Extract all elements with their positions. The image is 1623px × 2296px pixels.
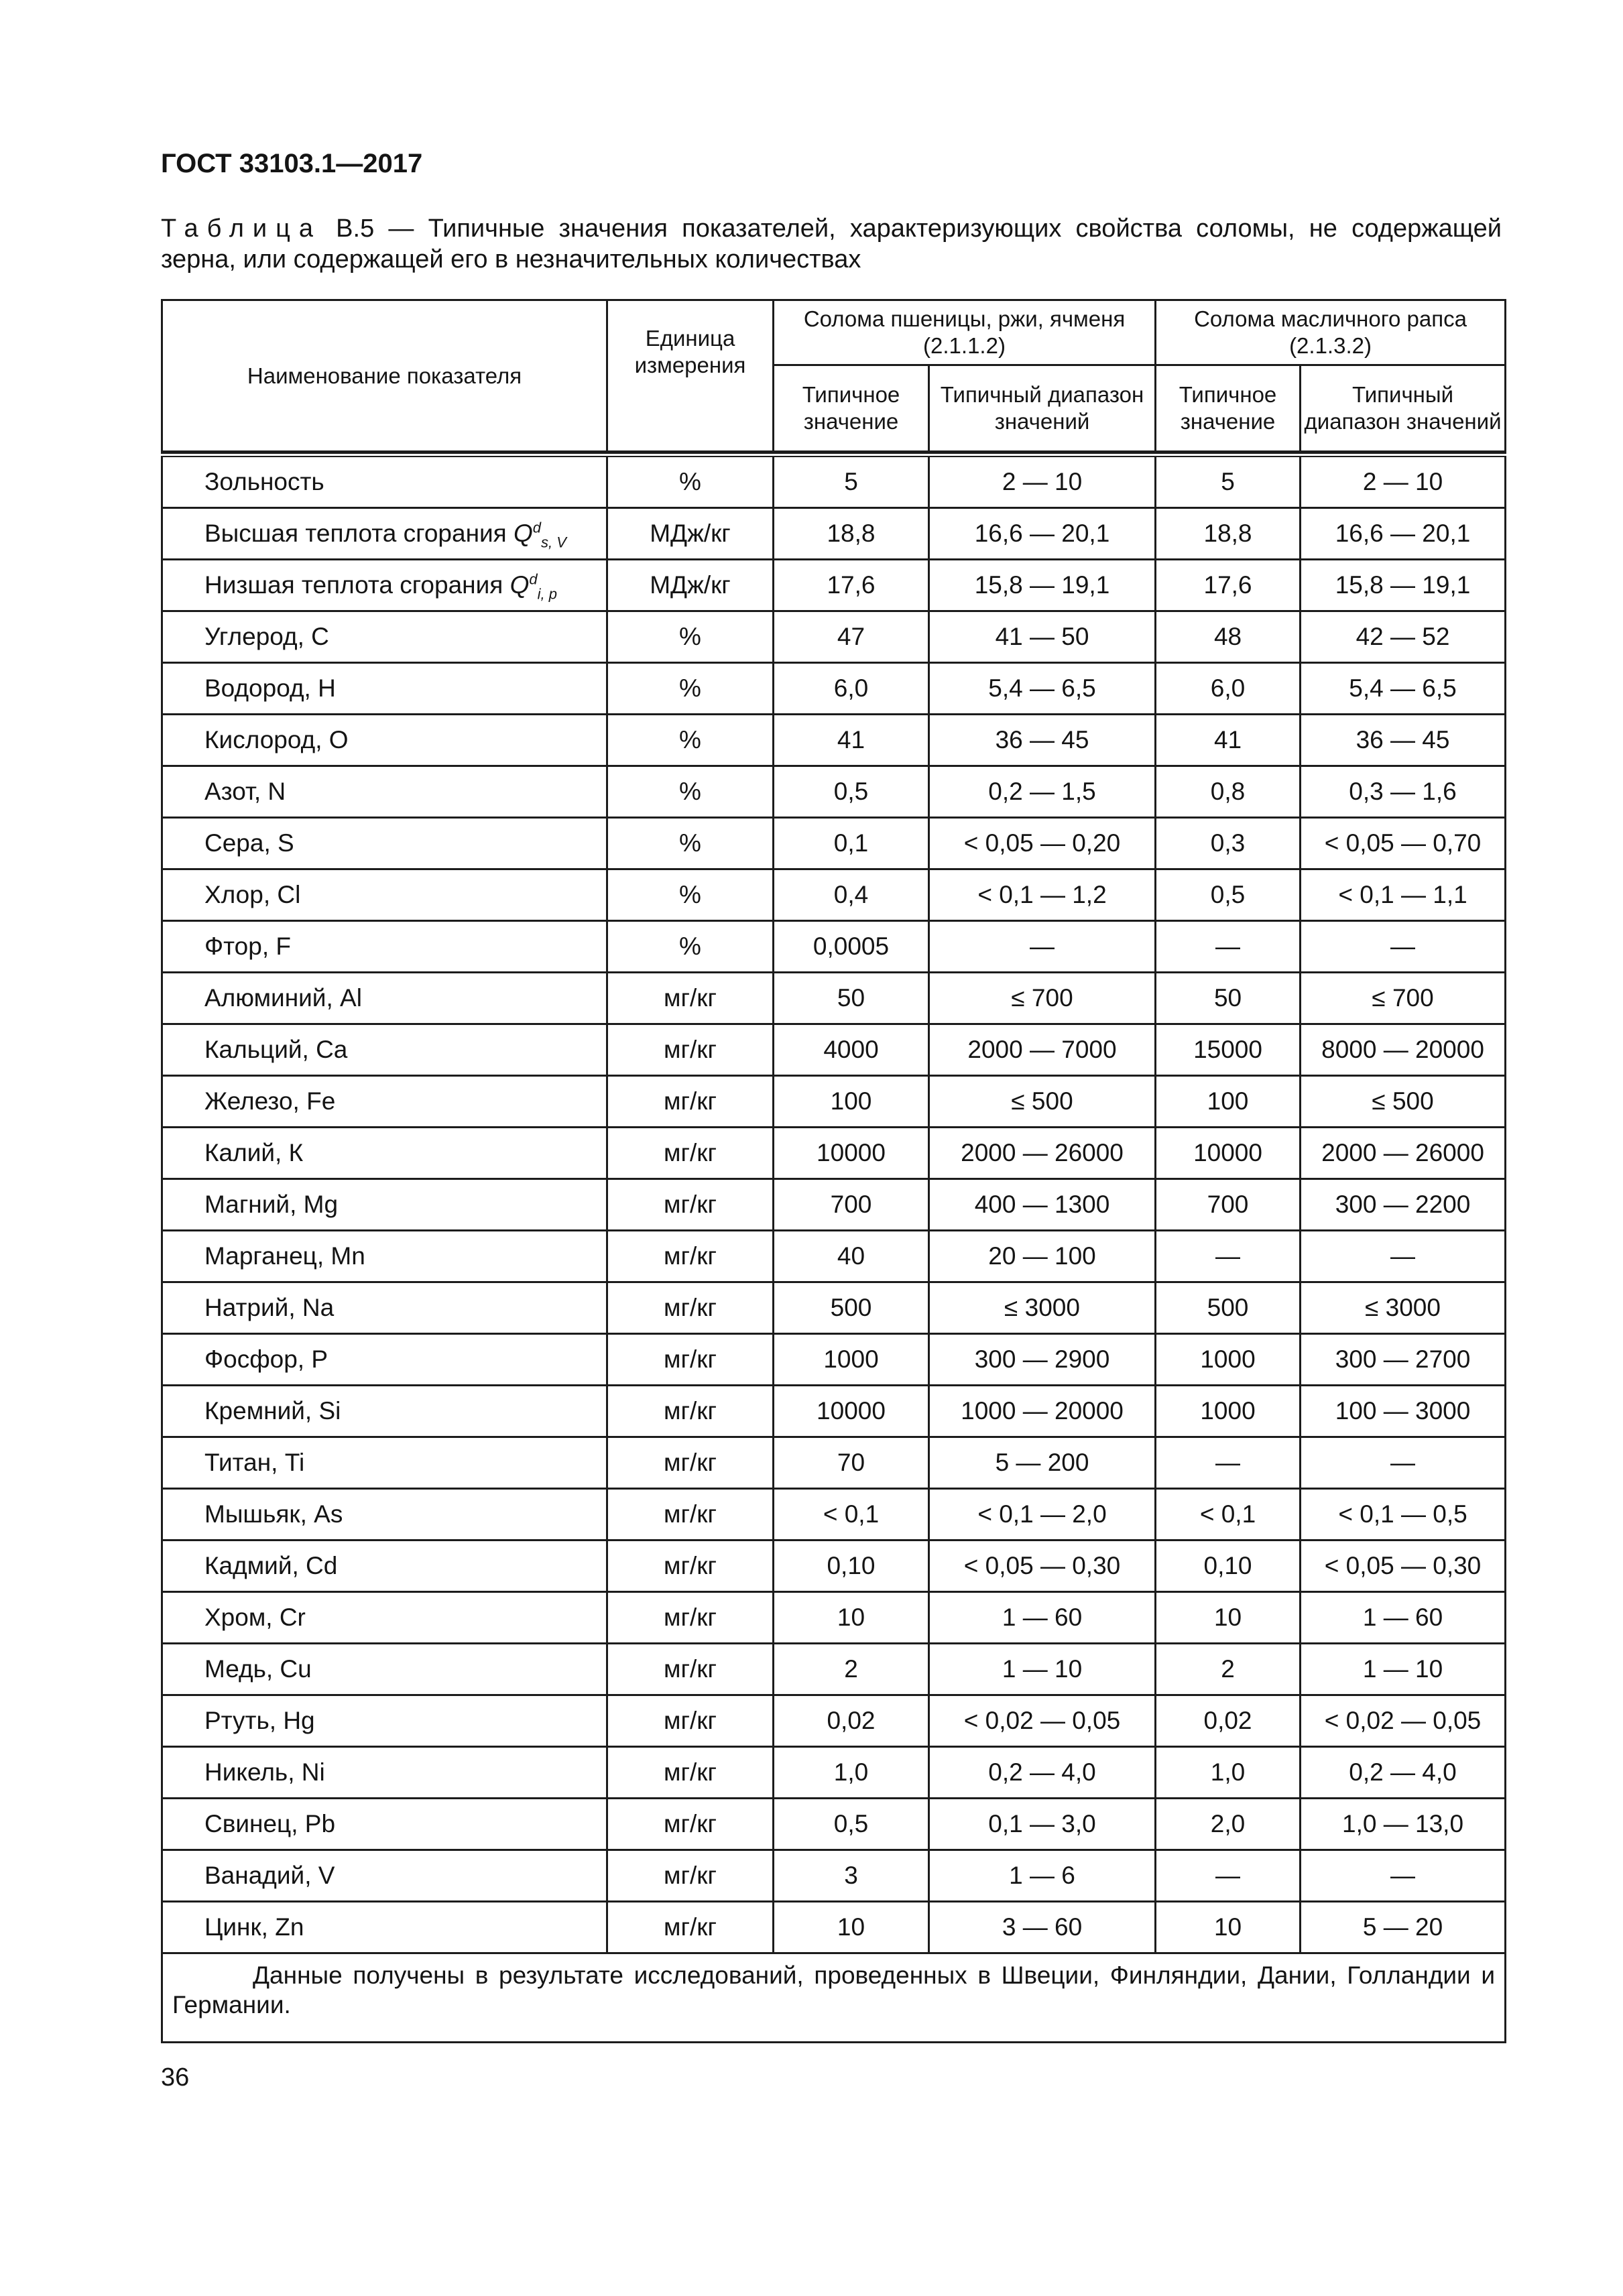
indicator-name-text: Титан, Ti [204, 1449, 305, 1476]
cell-typical-range-1: 5,4 — 6,5 [929, 663, 1156, 715]
cell-typical-value-1: 70 [774, 1437, 929, 1489]
page-number: 36 [161, 2063, 190, 2092]
cell-typical-range-2: < 0,02 — 0,05 [1301, 1695, 1506, 1747]
cell-typical-range-1: 2000 — 7000 [929, 1024, 1156, 1076]
indicator-name-text: Кальций, Ca [204, 1036, 348, 1063]
cell-typical-value-1: 10000 [774, 1128, 929, 1179]
cell-indicator-name [162, 1592, 607, 1644]
cell-typical-value-2: 1000 [1156, 1334, 1301, 1386]
cell-typical-range-2: — [1301, 1437, 1506, 1489]
cell-unit: мг/кг [607, 1799, 774, 1850]
cell-unit: % [607, 921, 774, 973]
cell-typical-value-1: 47 [774, 611, 929, 663]
cell-typical-range-2: < 0,1 — 0,5 [1301, 1489, 1506, 1540]
table-row [162, 1850, 1506, 1902]
cell-typical-range-1: ≤ 3000 [929, 1282, 1156, 1334]
cell-unit: мг/кг [607, 1024, 774, 1076]
cell-unit: % [607, 715, 774, 766]
indicator-name-text: Зольность [204, 468, 324, 495]
table-note [162, 1953, 1506, 2043]
cell-unit: мг/кг [607, 1850, 774, 1902]
cell-typical-value-2: 41 [1156, 715, 1301, 766]
cell-unit: мг/кг [607, 1489, 774, 1540]
cell-typical-range-2: 0,2 — 4,0 [1301, 1747, 1506, 1799]
table-row [162, 1799, 1506, 1850]
cell-typical-value-2: 15000 [1156, 1024, 1301, 1076]
table-row [162, 1179, 1506, 1231]
cell-typical-range-1: 1000 — 20000 [929, 1386, 1156, 1437]
cell-unit: мг/кг [607, 1334, 774, 1386]
cell-unit: мг/кг [607, 1540, 774, 1592]
indicator-name-text: Железо, Fe [204, 1087, 336, 1115]
cell-indicator-name [162, 560, 607, 611]
table-row [162, 663, 1506, 715]
cell-typical-range-2: 36 — 45 [1301, 715, 1506, 766]
cell-typical-range-1: 1 — 6 [929, 1850, 1156, 1902]
cell-typical-value-2: 500 [1156, 1282, 1301, 1334]
cell-typical-value-2: 2,0 [1156, 1799, 1301, 1850]
header-unit: Единица измерения [607, 300, 774, 452]
cell-typical-value-2: 1,0 [1156, 1747, 1301, 1799]
cell-typical-range-1: < 0,1 — 1,2 [929, 869, 1156, 921]
cell-typical-range-2: < 0,1 — 1,1 [1301, 869, 1506, 921]
indicator-name-text: Ванадий, V [204, 1862, 335, 1889]
indicator-name-text: Никель, Ni [204, 1758, 325, 1786]
indicator-name-text: Сера, S [204, 829, 294, 857]
indicator-name-text: Азот, N [204, 778, 286, 805]
indicator-name-text: Кислород, О [204, 726, 349, 753]
table-row [162, 455, 1506, 508]
table-row [162, 1386, 1506, 1437]
cell-unit: мг/кг [607, 1747, 774, 1799]
cell-typical-range-2: 16,6 — 20,1 [1301, 508, 1506, 560]
cell-indicator-name [162, 1334, 607, 1386]
indicator-name-text: Магний, Mg [204, 1191, 339, 1218]
cell-typical-range-1: 5 — 200 [929, 1437, 1156, 1489]
cell-unit: мг/кг [607, 1179, 774, 1231]
caption-label: Таблица [161, 215, 322, 243]
cell-unit: мг/кг [607, 1902, 774, 1953]
cell-typical-range-2: ≤ 500 [1301, 1076, 1506, 1128]
cell-indicator-name [162, 1128, 607, 1179]
cell-typical-range-2: 1 — 60 [1301, 1592, 1506, 1644]
heat-symbol-subscript: s, V [541, 534, 566, 551]
indicator-name-text: Низшая теплота сгорания [204, 571, 510, 599]
cell-unit: % [607, 869, 774, 921]
table-row [162, 1282, 1506, 1334]
cell-typical-range-1: 3 — 60 [929, 1902, 1156, 1953]
cell-typical-value-1: 0,10 [774, 1540, 929, 1592]
cell-indicator-name [162, 1747, 607, 1799]
table-row [162, 921, 1506, 973]
cell-typical-value-1: 0,02 [774, 1695, 929, 1747]
cell-typical-value-2: 1000 [1156, 1386, 1301, 1437]
cell-typical-value-2: — [1156, 1850, 1301, 1902]
cell-indicator-name [162, 921, 607, 973]
cell-typical-value-1: 0,1 [774, 818, 929, 869]
table-row [162, 973, 1506, 1024]
cell-typical-value-1: 17,6 [774, 560, 929, 611]
properties-table [161, 299, 1506, 2043]
cell-typical-value-1: 4000 [774, 1024, 929, 1076]
indicator-name-text: Ртуть, Hg [204, 1707, 315, 1734]
table-row [162, 508, 1506, 560]
table-row [162, 1024, 1506, 1076]
header-typical-range-2: Типичный диапазон значений [1301, 365, 1506, 452]
indicator-name-text: Водород, Н [204, 674, 336, 702]
cell-typical-range-2: 15,8 — 19,1 [1301, 560, 1506, 611]
cell-indicator-name [162, 663, 607, 715]
cell-typical-value-1: 41 [774, 715, 929, 766]
cell-indicator-name [162, 766, 607, 818]
cell-indicator-name [162, 1437, 607, 1489]
indicator-name-text: Цинк, Zn [204, 1913, 304, 1941]
cell-typical-value-1: 1,0 [774, 1747, 929, 1799]
header-typical-value-1: Типичное значение [774, 365, 929, 452]
cell-typical-value-2: 10 [1156, 1592, 1301, 1644]
cell-indicator-name [162, 1799, 607, 1850]
cell-typical-value-1: 2 [774, 1644, 929, 1695]
cell-typical-value-1: 500 [774, 1282, 929, 1334]
cell-typical-range-1: 0,2 — 4,0 [929, 1747, 1156, 1799]
cell-typical-value-2: 10000 [1156, 1128, 1301, 1179]
cell-unit: мг/кг [607, 1076, 774, 1128]
heat-symbol-q: $Q^d_{i, p}$ [509, 570, 557, 603]
indicator-name-text: Калий, К [204, 1139, 304, 1166]
cell-unit: мг/кг [607, 1695, 774, 1747]
cell-typical-range-1: 400 — 1300 [929, 1179, 1156, 1231]
cell-typical-range-2: ≤ 700 [1301, 973, 1506, 1024]
cell-typical-range-1: 16,6 — 20,1 [929, 508, 1156, 560]
cell-typical-value-2: < 0,1 [1156, 1489, 1301, 1540]
cell-typical-range-1: 0,2 — 1,5 [929, 766, 1156, 818]
cell-typical-range-2: 5 — 20 [1301, 1902, 1506, 1953]
cell-typical-range-1: 20 — 100 [929, 1231, 1156, 1282]
cell-indicator-name [162, 818, 607, 869]
cell-typical-range-1: ≤ 500 [929, 1076, 1156, 1128]
cell-typical-value-2: 0,5 [1156, 869, 1301, 921]
cell-indicator-name [162, 1850, 607, 1902]
cell-typical-value-1: 10000 [774, 1386, 929, 1437]
cell-unit: мг/кг [607, 1128, 774, 1179]
cell-indicator-name [162, 1386, 607, 1437]
cell-typical-range-2: 2000 — 26000 [1301, 1128, 1506, 1179]
indicator-name-text: Фтор, F [204, 932, 291, 960]
cell-typical-range-2: 1,0 — 13,0 [1301, 1799, 1506, 1850]
cell-indicator-name [162, 1540, 607, 1592]
indicator-name-text: Хлор, Cl [204, 881, 301, 908]
cell-typical-range-2: 5,4 — 6,5 [1301, 663, 1506, 715]
cell-typical-value-2: 2 [1156, 1644, 1301, 1695]
cell-typical-range-2: — [1301, 1850, 1506, 1902]
cell-indicator-name [162, 1076, 607, 1128]
cell-typical-range-1: — [929, 921, 1156, 973]
table-row [162, 560, 1506, 611]
cell-typical-value-1: 10 [774, 1592, 929, 1644]
cell-typical-value-2: — [1156, 1437, 1301, 1489]
cell-typical-value-1: 10 [774, 1902, 929, 1953]
cell-typical-range-1: 1 — 10 [929, 1644, 1156, 1695]
table-row [162, 1231, 1506, 1282]
cell-typical-range-1: < 0,05 — 0,30 [929, 1540, 1156, 1592]
cell-unit: мг/кг [607, 1386, 774, 1437]
cell-typical-range-2: 2 — 10 [1301, 455, 1506, 508]
table-body [162, 455, 1506, 1953]
cell-typical-value-1: 5 [774, 455, 929, 508]
cell-unit: МДж/кг [607, 560, 774, 611]
table-row [162, 1128, 1506, 1179]
cell-indicator-name [162, 1024, 607, 1076]
cell-indicator-name [162, 1489, 607, 1540]
cell-typical-value-2: — [1156, 921, 1301, 973]
cell-typical-value-1: 100 [774, 1076, 929, 1128]
cell-typical-value-1: 0,0005 [774, 921, 929, 973]
cell-typical-value-1: 18,8 [774, 508, 929, 560]
heat-symbol-subscript: i, p [537, 585, 557, 603]
cell-indicator-name [162, 1231, 607, 1282]
cell-typical-value-2: 0,02 [1156, 1695, 1301, 1747]
cell-typical-range-2: ≤ 3000 [1301, 1282, 1506, 1334]
cell-unit: мг/кг [607, 1437, 774, 1489]
header-indicator-name: Наименование показателя [162, 300, 607, 452]
cell-typical-range-1: 36 — 45 [929, 715, 1156, 766]
cell-typical-range-2: 1 — 10 [1301, 1644, 1506, 1695]
cell-typical-value-2: — [1156, 1231, 1301, 1282]
caption-text: В.5 — Типичные значения показателей, характеризующих свойства соломы, не содержащей зерна, или содержащей его в незначительных количествах [161, 215, 1502, 274]
indicator-name-text: Медь, Cu [204, 1655, 312, 1683]
table-row [162, 1695, 1506, 1747]
cell-typical-value-1: 50 [774, 973, 929, 1024]
cell-typical-value-1: 1000 [774, 1334, 929, 1386]
cell-indicator-name [162, 1282, 607, 1334]
cell-typical-value-2: 0,10 [1156, 1540, 1301, 1592]
cell-unit: МДж/кг [607, 508, 774, 560]
cell-typical-value-1: 6,0 [774, 663, 929, 715]
cell-typical-value-2: 0,8 [1156, 766, 1301, 818]
indicator-name-text: Фосфор, Р [204, 1345, 328, 1373]
cell-typical-range-2: 300 — 2200 [1301, 1179, 1506, 1231]
cell-typical-range-1: ≤ 700 [929, 973, 1156, 1024]
heat-symbol-q: $Q^d_{s, V}$ [513, 519, 566, 551]
indicator-name-text: Алюминий, Al [204, 984, 362, 1012]
cell-indicator-name [162, 1695, 607, 1747]
cell-typical-value-2: 50 [1156, 973, 1301, 1024]
heat-symbol-superscript: d [532, 519, 542, 536]
indicator-name-text: Высшая теплота сгорания [204, 520, 514, 547]
indicator-name-text: Марганец, Mn [204, 1242, 365, 1270]
table-row [162, 715, 1506, 766]
cell-typical-range-1: 15,8 — 19,1 [929, 560, 1156, 611]
cell-typical-value-2: 17,6 [1156, 560, 1301, 611]
cell-typical-value-1: 0,5 [774, 766, 929, 818]
cell-typical-range-1: 2 — 10 [929, 455, 1156, 508]
cell-unit: % [607, 663, 774, 715]
cell-indicator-name [162, 715, 607, 766]
cell-unit: мг/кг [607, 973, 774, 1024]
cell-typical-value-2: 100 [1156, 1076, 1301, 1128]
cell-indicator-name [162, 869, 607, 921]
cell-typical-value-2: 700 [1156, 1179, 1301, 1231]
indicator-name-text: Углерод, С [204, 623, 329, 650]
cell-typical-value-2: 48 [1156, 611, 1301, 663]
cell-unit: мг/кг [607, 1644, 774, 1695]
table-row [162, 1592, 1506, 1644]
cell-indicator-name [162, 1902, 607, 1953]
header-typical-range-1: Типичный диапазон значений [929, 365, 1156, 452]
cell-typical-range-2: 300 — 2700 [1301, 1334, 1506, 1386]
document-code: ГОСТ 33103.1—2017 [161, 149, 423, 178]
cell-typical-range-1: 41 — 50 [929, 611, 1156, 663]
cell-typical-range-1: < 0,05 — 0,20 [929, 818, 1156, 869]
cell-typical-range-2: 0,3 — 1,6 [1301, 766, 1506, 818]
header-typical-value-2: Типичное значение [1156, 365, 1301, 452]
cell-typical-range-1: < 0,02 — 0,05 [929, 1695, 1156, 1747]
cell-typical-value-1: 0,4 [774, 869, 929, 921]
cell-typical-range-2: — [1301, 921, 1506, 973]
indicator-name-text: Натрий, Na [204, 1294, 335, 1321]
cell-typical-value-1: 0,5 [774, 1799, 929, 1850]
cell-typical-range-2: 100 — 3000 [1301, 1386, 1506, 1437]
cell-typical-value-1: 40 [774, 1231, 929, 1282]
cell-typical-range-1: 2000 — 26000 [929, 1128, 1156, 1179]
table-row [162, 766, 1506, 818]
indicator-name-text: Хром, Cr [204, 1604, 306, 1631]
indicator-name-text: Мышьяк, As [204, 1500, 343, 1528]
cell-indicator-name [162, 455, 607, 508]
cell-typical-value-2: 5 [1156, 455, 1301, 508]
table-row [162, 1334, 1506, 1386]
table-row [162, 1747, 1506, 1799]
cell-typical-value-1: < 0,1 [774, 1489, 929, 1540]
table-row [162, 1489, 1506, 1540]
cell-typical-range-2: — [1301, 1231, 1506, 1282]
cell-typical-range-2: 8000 — 20000 [1301, 1024, 1506, 1076]
cell-indicator-name [162, 1179, 607, 1231]
header-group-wheat-straw: Солома пшеницы, ржи, ячменя (2.1.1.2) [774, 300, 1156, 365]
cell-indicator-name [162, 973, 607, 1024]
table-row [162, 869, 1506, 921]
cell-unit: % [607, 455, 774, 508]
cell-typical-range-1: 0,1 — 3,0 [929, 1799, 1156, 1850]
cell-unit: мг/кг [607, 1282, 774, 1334]
cell-typical-range-2: < 0,05 — 0,30 [1301, 1540, 1506, 1592]
cell-typical-range-2: < 0,05 — 0,70 [1301, 818, 1506, 869]
cell-unit: % [607, 611, 774, 663]
table-note-text: Данные получены в результате исследований, проведенных в Швеции, Финляндии, Дании, Голландии и Германии. [172, 1961, 1496, 2018]
cell-unit: % [607, 818, 774, 869]
cell-typical-value-2: 6,0 [1156, 663, 1301, 715]
table-row [162, 1540, 1506, 1592]
cell-indicator-name [162, 1644, 607, 1695]
cell-unit: % [607, 766, 774, 818]
cell-typical-value-2: 18,8 [1156, 508, 1301, 560]
indicator-name-text: Кремний, Si [204, 1397, 341, 1425]
heat-symbol-superscript: d [529, 570, 538, 588]
indicator-name-text: Кадмий, Cd [204, 1552, 338, 1579]
cell-typical-range-1: 1 — 60 [929, 1592, 1156, 1644]
table-caption [161, 213, 1502, 275]
table-row [162, 1644, 1506, 1695]
table-row [162, 611, 1506, 663]
cell-indicator-name [162, 611, 607, 663]
cell-typical-range-1: 300 — 2900 [929, 1334, 1156, 1386]
cell-typical-value-1: 700 [774, 1179, 929, 1231]
indicator-name-text: Свинец, Pb [204, 1810, 336, 1837]
cell-unit: мг/кг [607, 1231, 774, 1282]
header-group-rapeseed-straw: Солома масличного рапса (2.1.3.2) [1156, 300, 1506, 365]
cell-typical-value-1: 3 [774, 1850, 929, 1902]
cell-typical-range-2: 42 — 52 [1301, 611, 1506, 663]
cell-typical-value-2: 0,3 [1156, 818, 1301, 869]
cell-unit: мг/кг [607, 1592, 774, 1644]
table-row [162, 1076, 1506, 1128]
cell-typical-value-2: 10 [1156, 1902, 1301, 1953]
cell-typical-range-1: < 0,1 — 2,0 [929, 1489, 1156, 1540]
table-row [162, 1437, 1506, 1489]
table-row [162, 818, 1506, 869]
cell-indicator-name [162, 508, 607, 560]
table-row [162, 1902, 1506, 1953]
